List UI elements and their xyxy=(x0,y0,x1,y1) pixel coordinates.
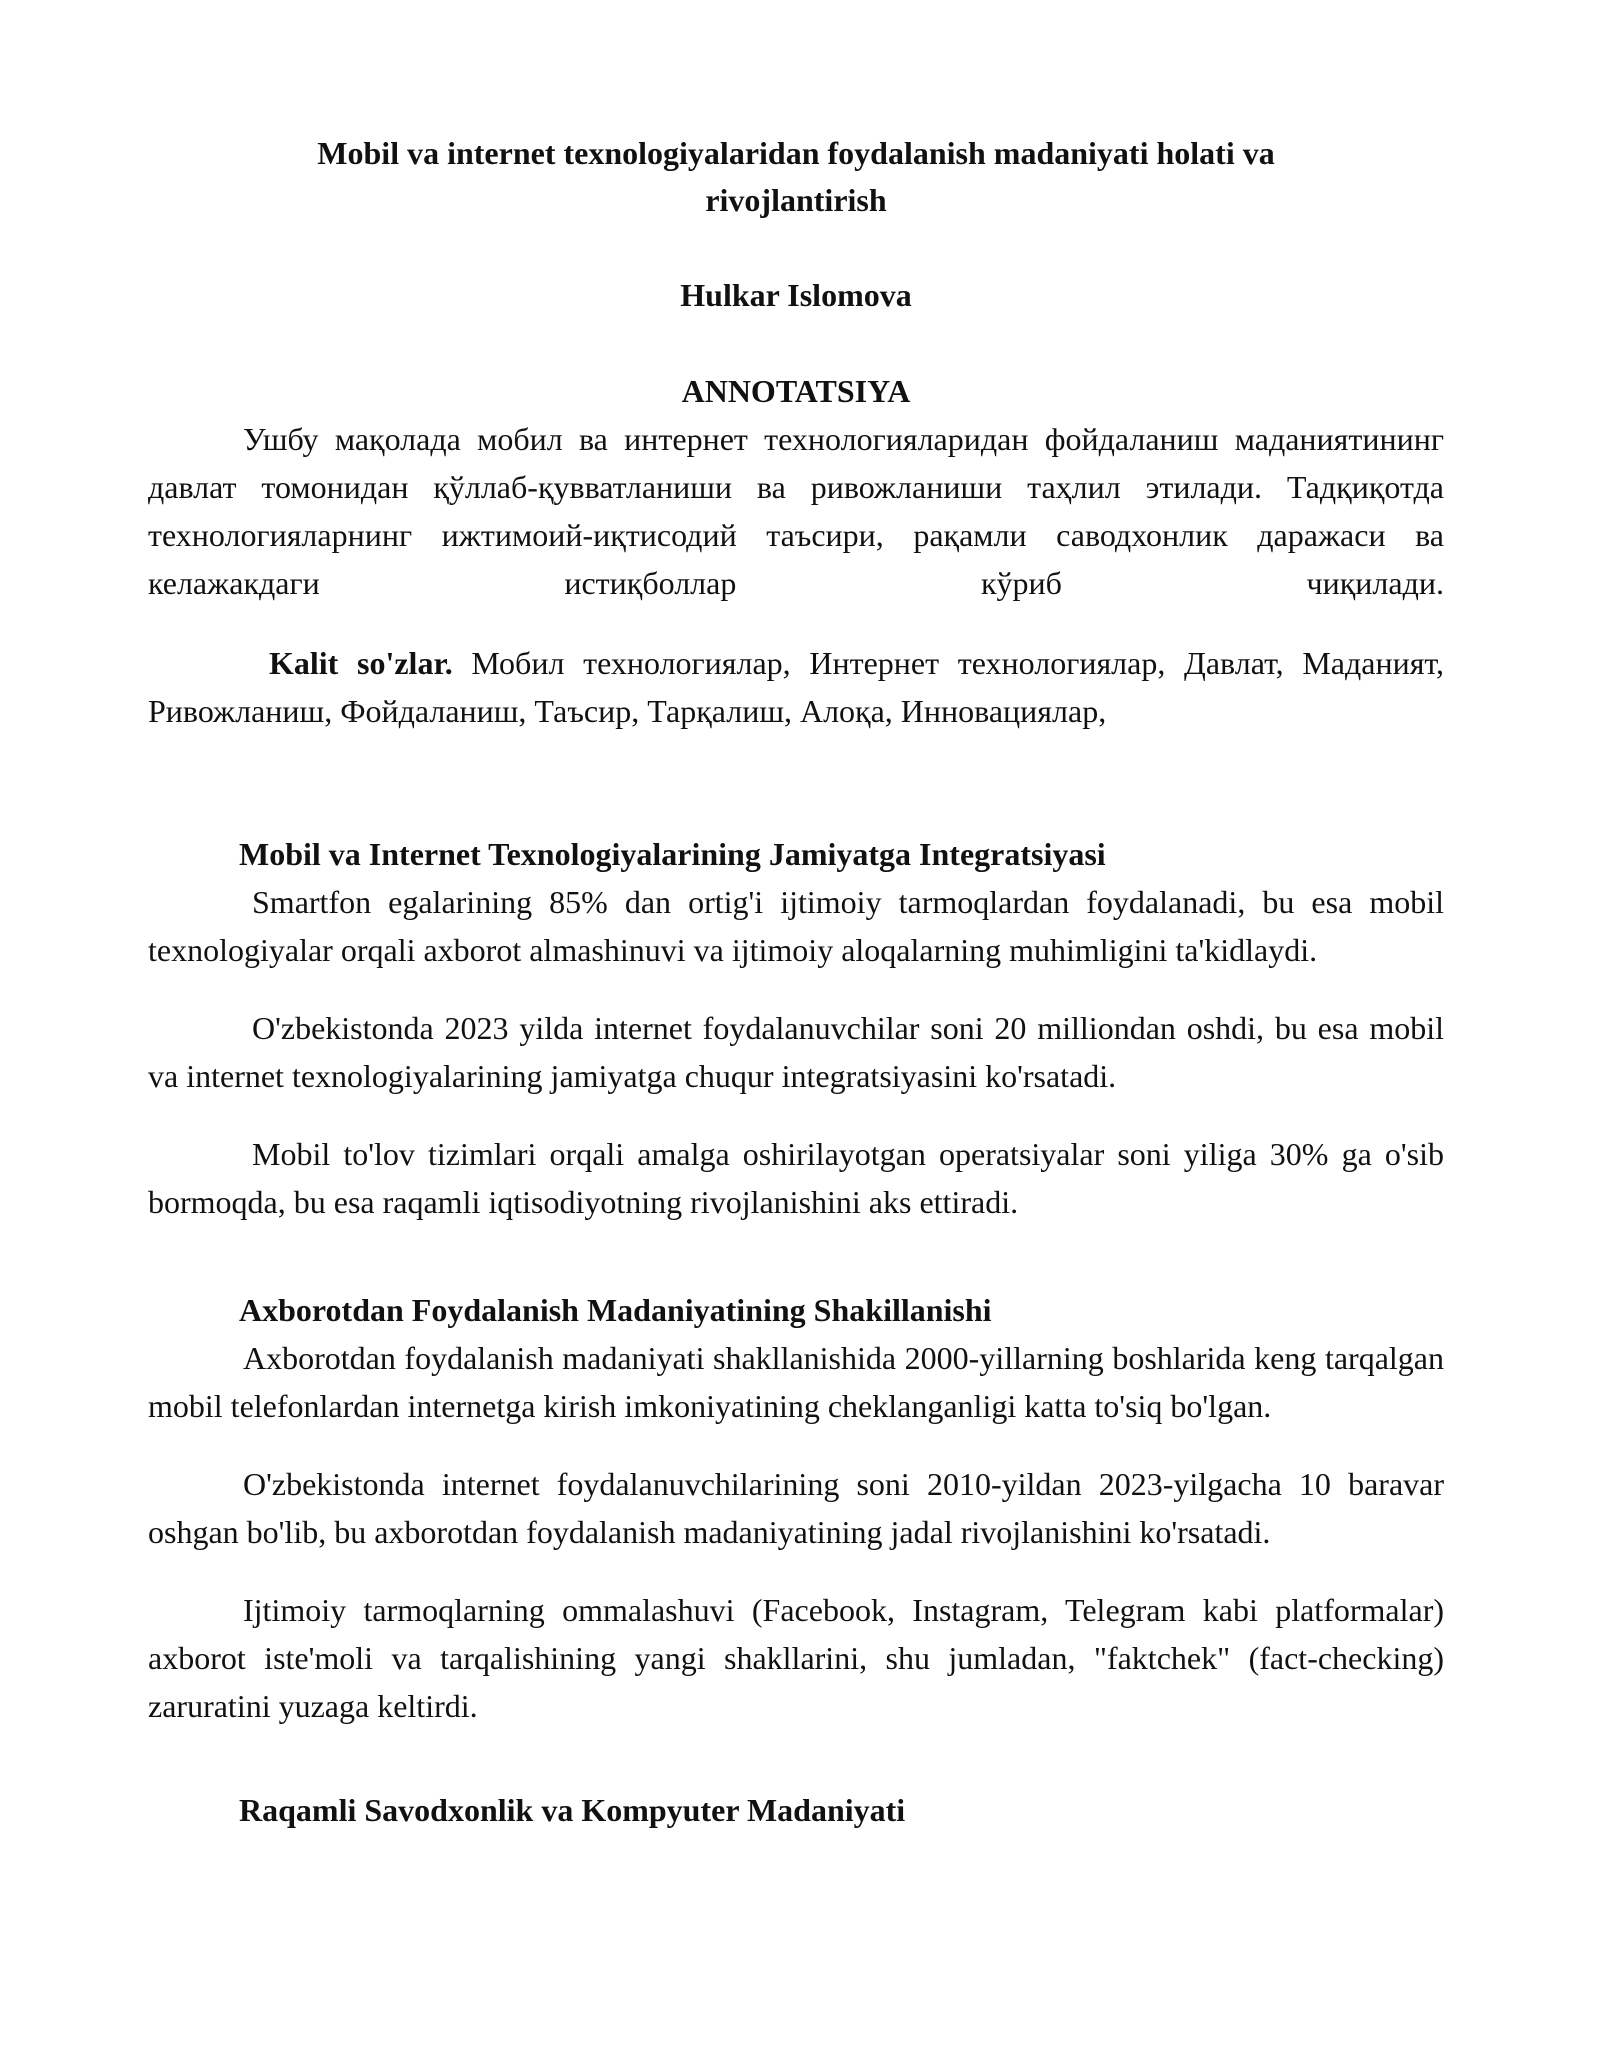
keywords-paragraph xyxy=(148,639,1444,735)
section-paragraph: O'zbekistonda 2023 yilda internet foydalanuvchilar soni 20 milliondan oshdi, bu esa mobil va internet texnologiyalarining jamiyatga chuqur integratsiyasini ko'rsatadi. xyxy=(148,1010,1444,1094)
keywords-list: Мобил технологиялар, Интернет технологиялар, Давлат, Маданият, Ривожланиш, Фойдаланиш, Таъсир, Тарқалиш, Алоқа, Инновациялар, xyxy=(148,645,1445,729)
document-title: Mobil va internet texnologiyalaridan foydalanish madaniyati holati va rivojlantirish xyxy=(317,135,1275,218)
section-heading-integration: Mobil va Internet Texnologiyalarining Jamiyatga Integratsiyasi xyxy=(239,836,1106,872)
annotation-text: Ушбу мақолада мобил ва интернет технологияларидан фойдаланиш маданиятининг давлат томонидан қўллаб-қувватланиши ва ривожланиши таҳлил этилади. Тадқиқотда технологияларнинг ижтимоий-иқтисодий таъсири, рақамли саводхонлик даражаси ва келажакдаги истиқболлар кўриб чиқилади. xyxy=(148,421,1444,601)
section-paragraph: Ijtimoiy tarmoqlarning ommalashuvi (Facebook, Instagram, Telegram kabi platformalar) axborot iste'moli va tarqalishining yangi shakllarini, shu jumladan, "faktchek" (fact-checking) zaruratini yuzaga keltirdi. xyxy=(148,1592,1444,1724)
document-body xyxy=(148,130,1444,1834)
annotation-heading: ANNOTATSIYA xyxy=(681,373,911,409)
section-heading-information-culture: Axborotdan Foydalanish Madaniyatining Shakillanishi xyxy=(239,1292,992,1328)
section-paragraph: O'zbekistonda internet foydalanuvchilarining soni 2010-yildan 2023-yilgacha 10 baravar oshgan bo'lib, bu axborotdan foydalanish madaniyatining jadal rivojlanishini ko'rsatadi. xyxy=(148,1466,1444,1550)
section-paragraph: Mobil to'lov tizimlari orqali amalga oshirilayotgan operatsiyalar soni yiliga 30% ga o'sib bormoqda, bu esa raqamli iqtisodiyotning rivojlanishini aks ettiradi. xyxy=(148,1136,1444,1220)
section-heading-digital-literacy: Raqamli Savodxonlik va Kompyuter Madaniyati xyxy=(239,1792,906,1828)
section-paragraph: Axborotdan foydalanish madaniyati shakllanishida 2000-yillarning boshlarida keng tarqalgan mobil telefonlardan internetga kirish imkoniyatining cheklanganligi katta to'siq bo'lgan. xyxy=(148,1340,1444,1424)
keywords-label: Kalit so'zlar. xyxy=(269,645,453,681)
author-name: Hulkar Islomova xyxy=(680,277,912,313)
section-paragraph: Smartfon egalarining 85% dan ortig'i ijtimoiy tarmoqlardan foydalanadi, bu esa mobil texnologiyalar orqali axborot almashinuvi va ijtimoiy aloqalarning muhimligini ta'kidlaydi. xyxy=(148,884,1444,968)
